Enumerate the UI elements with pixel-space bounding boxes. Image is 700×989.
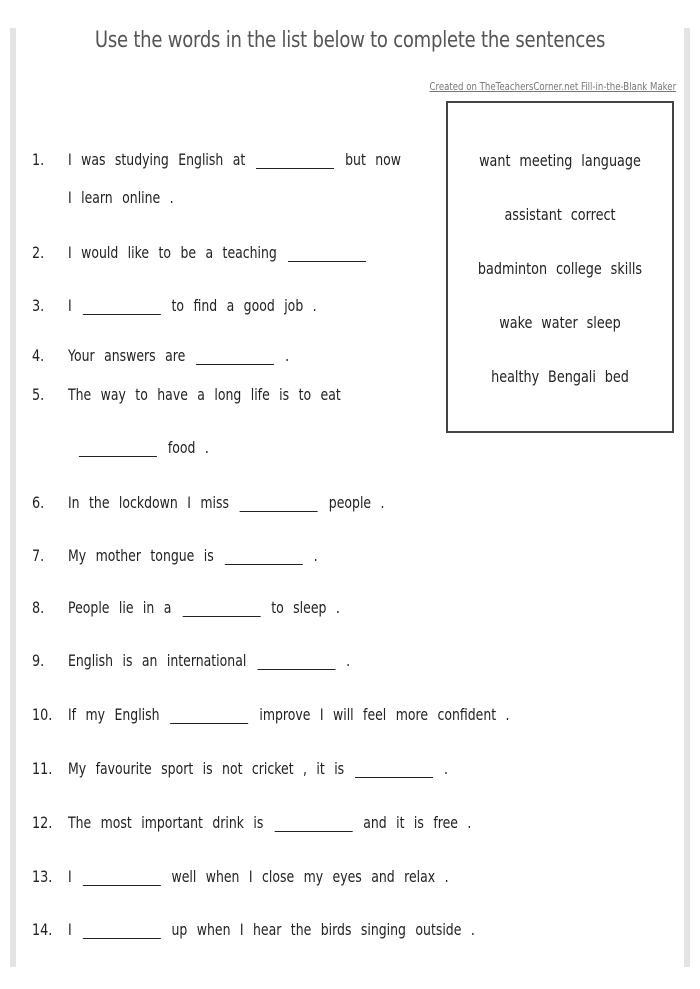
item-number: 1. (32, 150, 45, 169)
sentence-line (68, 867, 449, 886)
word-bank-line: badminton college skills (477, 259, 643, 278)
answer-blank[interactable] (274, 813, 352, 832)
answer-blank[interactable] (257, 651, 335, 670)
answer-blank[interactable] (256, 150, 334, 169)
sentence-line (68, 651, 350, 670)
sentence-text: If my English (68, 705, 160, 724)
answer-blank[interactable] (225, 546, 303, 565)
sentence-line (68, 150, 401, 169)
item-number: 4. (32, 346, 45, 365)
page-left-border (10, 28, 16, 967)
answer-blank[interactable] (196, 346, 274, 365)
item-number: 3. (32, 296, 45, 315)
item-number: 14. (32, 920, 53, 939)
word-bank-box (446, 101, 674, 433)
item-number: 13. (32, 867, 53, 886)
sentence-text: but now (345, 150, 402, 169)
item-number: 5. (32, 385, 45, 404)
sentence-text: People lie in a (68, 598, 172, 617)
sentence-text: My favourite sport is not cricket , it is (68, 759, 345, 778)
sentence-line (68, 759, 448, 778)
sentence-text: English is an international (68, 651, 247, 670)
sentence-text: The way to have a long life is to eat (68, 385, 341, 404)
sentence-text: to find a good job . (171, 296, 317, 315)
sentence-text: . (444, 759, 448, 778)
word-bank-line: want meeting language (479, 151, 641, 170)
sentence-text: and it is free . (363, 813, 472, 832)
sentence-text: I (68, 296, 72, 315)
sentence-line (68, 346, 289, 365)
word-bank-line: assistant correct (504, 205, 616, 224)
sentence-text: . (285, 346, 290, 365)
answer-blank[interactable] (83, 920, 161, 939)
sentence-text: In the lockdown I miss (68, 493, 229, 512)
item-number: 6. (32, 493, 45, 512)
worksheet-title: Use the words in the list below to complete the sentences (94, 28, 606, 53)
sentence-line (68, 598, 340, 617)
sentence-text: . (346, 651, 351, 670)
answer-blank[interactable] (170, 705, 248, 724)
item-number: 12. (32, 813, 53, 832)
item-number: 11. (32, 759, 53, 778)
sentence-line (68, 813, 471, 832)
sentence-text: My mother tongue is (68, 546, 214, 565)
answer-blank[interactable] (83, 296, 161, 315)
answer-blank[interactable] (83, 867, 161, 886)
sentence-text: Your answers are (68, 346, 186, 365)
item-number: 10. (32, 705, 53, 724)
sentence-text: food . (167, 438, 209, 457)
sentence-line (68, 920, 475, 939)
sentence-text: I would like to be a teaching (68, 243, 277, 262)
credit-link[interactable]: Created on TheTeachersCorner.net Fill-in-the-Blank Maker (429, 80, 676, 93)
answer-blank[interactable] (240, 493, 318, 512)
word-bank-line: healthy Bengali bed (491, 367, 629, 386)
sentence-line (68, 385, 341, 404)
answer-blank[interactable] (288, 243, 366, 262)
page-right-border (684, 28, 690, 967)
answer-blank[interactable] (182, 598, 260, 617)
sentence-text: well when I close my eyes and relax . (171, 867, 449, 886)
sentence-line (68, 546, 318, 565)
sentence-line (68, 188, 174, 207)
answer-blank[interactable] (355, 759, 433, 778)
sentence-text: I learn online . (68, 188, 174, 207)
sentence-text: . (313, 546, 318, 565)
sentence-line (68, 296, 317, 315)
sentence-text: to sleep . (271, 598, 340, 617)
sentence-line (68, 438, 209, 457)
sentence-text: I (68, 920, 72, 939)
sentence-text: people . (328, 493, 385, 512)
sentence-text: I was studying English at (68, 150, 246, 169)
item-number: 7. (32, 546, 45, 565)
sentence-text: improve I will feel more confident . (259, 705, 510, 724)
sentence-line (68, 243, 377, 262)
item-number: 9. (32, 651, 45, 670)
sentence-text: up when I hear the birds singing outside . (171, 920, 475, 939)
sentence-text: The most important drink is (68, 813, 264, 832)
word-bank-line: wake water sleep (499, 313, 621, 332)
sentence-line (68, 493, 384, 512)
answer-blank[interactable] (79, 438, 157, 457)
sentence-line (68, 705, 510, 724)
item-number: 8. (32, 598, 45, 617)
sentence-text: I (68, 867, 72, 886)
item-number: 2. (32, 243, 45, 262)
